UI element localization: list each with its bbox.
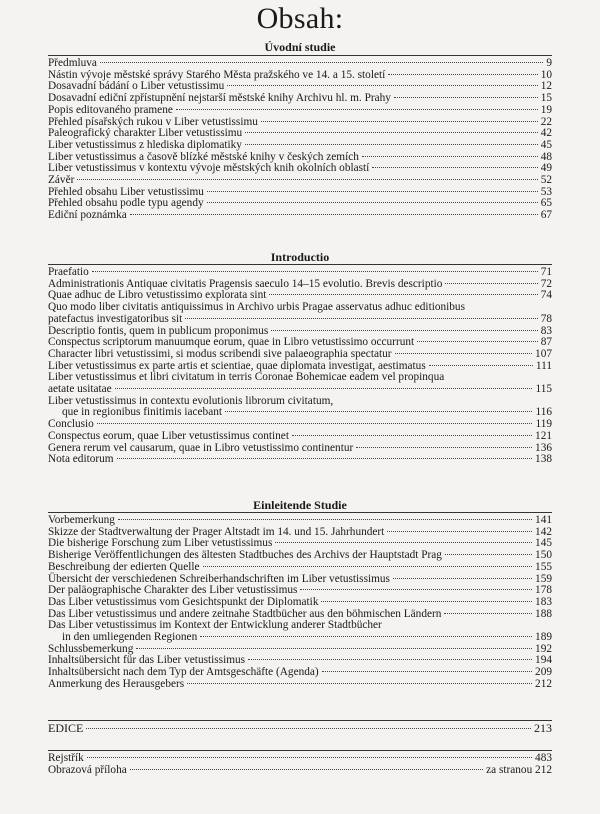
dot-leader — [130, 214, 538, 215]
dot-leader — [388, 74, 537, 75]
page-number: 111 — [535, 359, 552, 372]
dot-leader — [86, 728, 531, 729]
dot-leader — [136, 648, 532, 649]
dot-leader — [322, 671, 532, 672]
entry-title: Der paläographische Charakter des Liber vetustissimus — [48, 584, 298, 597]
toc-entry — [48, 431, 552, 443]
page-number: za stranou 212 — [486, 763, 552, 776]
dot-leader — [372, 167, 537, 168]
entry-title: que in regionibus finitimis iacebant — [62, 406, 223, 419]
page-number: 49 — [540, 162, 552, 175]
dot-leader — [300, 589, 532, 590]
page-number: 12 — [540, 80, 552, 93]
dot-leader — [77, 179, 537, 180]
toc-entry — [48, 407, 552, 419]
entry-title: Das Liber vetustissimus vom Gesichtspunkt der Diplomatik — [48, 595, 319, 608]
dot-leader — [187, 683, 532, 684]
toc-entry — [48, 384, 552, 396]
page-number: 213 — [534, 721, 552, 735]
page-number: 22 — [540, 115, 552, 128]
dot-leader — [395, 353, 533, 354]
page-title: Obsah: — [256, 2, 344, 35]
entry-title: Rejstřík — [48, 752, 84, 764]
dot-leader — [387, 531, 532, 532]
dot-leader — [429, 365, 533, 366]
entry-title: aetate usitatae — [48, 383, 112, 396]
entry-title: Praefatio — [48, 266, 89, 278]
page-number: 115 — [535, 383, 552, 396]
section-heading-introductio: Introductio — [270, 250, 330, 264]
page-number: 53 — [540, 185, 552, 198]
toc-entry — [48, 753, 552, 765]
page-number: 10 — [540, 68, 552, 81]
page-number: 194 — [535, 654, 552, 667]
entry-title: Character libri vetustissimi, si modus scribendi sive palaeographia spectatur — [48, 347, 392, 360]
page-number: 159 — [535, 572, 552, 585]
entry-title: Liber vetustissimus a časově blízké městské knihy v českých zemích — [48, 150, 359, 163]
toc-entry — [48, 267, 552, 279]
page-number: 52 — [540, 174, 552, 187]
entry-title: Přehled obsahu podle typu agendy — [48, 197, 204, 210]
dot-leader — [356, 447, 532, 448]
page-number: 189 — [535, 631, 552, 644]
section-rule — [48, 264, 552, 265]
dot-leader — [225, 411, 532, 412]
page-number: 136 — [535, 441, 552, 454]
dot-leader — [245, 132, 538, 133]
entry-title: Übersicht der verschiedenen Schreiberhandschriften im Liber vetustissimus — [48, 572, 390, 585]
section-rule — [48, 512, 552, 513]
entry-title: Skizze der Stadtverwaltung der Prager Altstadt im 14. und 15. Jahrhundert — [48, 525, 385, 538]
page-number: 483 — [535, 752, 552, 764]
page-number: 107 — [535, 347, 552, 360]
dot-leader — [203, 566, 533, 567]
dot-leader — [444, 613, 532, 614]
dot-leader — [100, 62, 543, 63]
dot-leader — [275, 542, 532, 543]
page-number: 71 — [540, 266, 552, 278]
entry-title: Bisherige Veröffentlichungen des ältesten Stadtbuches des Archivs der Hauptstadt Prag — [48, 549, 442, 562]
entry-title: Conspectus eorum, quae Liber vetustissimus continet — [48, 429, 289, 442]
toc-entry-line: Quo modo liber civitatis antiquissimus in Archivo urbis Pragae asservatus adhuc editionibus — [48, 301, 465, 314]
dot-leader — [292, 435, 532, 436]
dot-leader — [248, 659, 532, 660]
page-number: 87 — [540, 336, 552, 349]
dot-leader — [207, 191, 538, 192]
toc-entry — [48, 454, 552, 466]
page-number: 83 — [540, 324, 552, 337]
page-number: 178 — [535, 584, 552, 597]
entry-title: Ediční poznámka — [48, 209, 127, 222]
entry-title: in den umliegenden Regionen — [62, 631, 198, 644]
toc-entry — [48, 140, 552, 152]
toc-entry — [48, 515, 552, 527]
page-number: 121 — [535, 429, 552, 442]
dot-leader — [200, 636, 532, 637]
dot-leader — [227, 85, 537, 86]
toc-entry — [48, 632, 552, 644]
dot-leader — [393, 578, 532, 579]
page-number: 45 — [540, 138, 552, 151]
toc-entry — [48, 105, 552, 117]
entry-title: Přehled obsahu Liber vetustissimu — [48, 185, 204, 198]
entry-title: Das Liber vetustissimus und andere zeitnahe Stadtbücher aus den böhmischen Ländern — [48, 607, 442, 620]
dot-leader — [118, 519, 532, 520]
page-number: 155 — [535, 560, 552, 573]
page-number: 212 — [535, 677, 552, 690]
entry-title: Anmerkung des Herausgebers — [48, 677, 185, 690]
dot-leader — [271, 330, 537, 331]
section-heading-einleitende: Einleitende Studie — [253, 498, 347, 512]
dot-leader — [185, 318, 537, 319]
toc-entry — [48, 314, 552, 326]
page-number: 116 — [535, 406, 552, 419]
page-number: 188 — [535, 607, 552, 620]
page-number: 78 — [540, 312, 552, 325]
section-rule — [48, 750, 552, 751]
page-number: 142 — [535, 525, 552, 538]
toc-section-back — [48, 750, 552, 776]
dot-leader — [362, 156, 538, 157]
toc-section-introductio — [48, 264, 552, 466]
toc-entry-line: Das Liber vetustissimus im Kontext der Entwicklung anderer Stadtbücher — [48, 619, 382, 632]
entry-title: Nota editorum — [48, 453, 114, 466]
dot-leader — [117, 458, 532, 459]
dot-leader — [394, 97, 538, 98]
toc-entry — [48, 765, 552, 777]
toc-entry-line: Liber vetustissimus in contextu evolutionis librorum civitatum, — [48, 394, 334, 407]
entry-title: Dosavadní bádání o Liber vetustissimu — [48, 80, 225, 93]
entry-title: Paleografický charakter Liber vetustissimu — [48, 127, 243, 140]
page-number: 138 — [535, 453, 552, 466]
section-heading-uvodni: Úvodní studie — [264, 40, 336, 54]
dot-leader — [245, 144, 538, 145]
entry-title: Conspectus scriptorum manuumque eorum, quae in Libro vetustissimo occurrunt — [48, 336, 415, 349]
entry-title: Die bisherige Forschung zum Liber vetustissimus — [48, 537, 273, 550]
page-number: 192 — [535, 642, 552, 655]
entry-title: Vorbemerkung — [48, 514, 115, 526]
dot-leader — [445, 554, 532, 555]
toc-entry — [48, 175, 552, 187]
page-number: 48 — [540, 150, 552, 163]
page-number: 145 — [535, 537, 552, 550]
dot-leader — [130, 769, 483, 770]
page-number: 15 — [540, 92, 552, 105]
page-number: 150 — [535, 549, 552, 562]
page-number: 72 — [540, 277, 552, 290]
dot-leader — [269, 294, 537, 295]
dot-leader — [417, 341, 538, 342]
dot-leader — [445, 283, 537, 284]
entry-title: Popis editovaného pramene — [48, 103, 173, 116]
page-number: 183 — [535, 595, 552, 608]
entry-title: Závěr — [48, 174, 75, 187]
entry-title: EDICE — [48, 721, 84, 735]
entry-title: Přehled písařských rukou v Liber vetustissimu — [48, 115, 258, 128]
toc-entry-edice — [48, 723, 552, 735]
entry-title: Inhaltsübersicht nach dem Typ der Amtsgeschäfte (Agenda) — [48, 666, 319, 679]
toc-section-uvodni — [48, 55, 552, 222]
toc-entry-line: Liber vetustissimus et libri civitatum in terris Coronae Bohemicae eadem vel propinqua — [48, 371, 445, 384]
dot-leader — [207, 202, 538, 203]
page-number: 9 — [546, 57, 552, 69]
dot-leader — [87, 757, 532, 758]
entry-title: Liber vetustissimus v kontextu vývoje městských knih okolních oblastí — [48, 162, 370, 175]
toc-entry — [48, 597, 552, 609]
toc-entry — [48, 210, 552, 222]
entry-title: Genera rerum vel causarum, quae in Libro vetustissimo continentur — [48, 441, 354, 454]
entry-title: Inhaltsübersicht für das Liber vetustissimus — [48, 654, 246, 667]
entry-title: Administrationis Antiquae civitatis Pragensis saeculo 14–15 evolutio. Brevis descriptio — [48, 277, 443, 290]
entry-title: Beschreibung der edierten Quelle — [48, 560, 200, 573]
toc-entry — [48, 58, 552, 70]
dot-leader — [115, 388, 533, 389]
section-rule — [48, 55, 552, 56]
page-number: 67 — [540, 209, 552, 222]
entry-title: Conclusio — [48, 418, 94, 431]
page-number: 65 — [540, 197, 552, 210]
entry-title: Dosavadní ediční zpřístupnění nejstarší městské knihy Archivu hl. m. Prahy — [48, 92, 391, 105]
toc-entry — [48, 163, 552, 175]
page-number: 19 — [540, 103, 552, 116]
dot-leader — [97, 423, 533, 424]
entry-title: Předmluva — [48, 57, 97, 69]
entry-title: Liber vetustissimus ex parte artis et scientiae, quae diplomata investigat, aestimatus — [48, 359, 426, 372]
toc-section-einleitende — [48, 512, 552, 691]
page-number: 141 — [535, 514, 552, 526]
entry-title: Descriptio fontis, quem in publicum proponimus — [48, 324, 269, 337]
dot-leader — [261, 121, 538, 122]
entry-title: patefactus investigatoribus sit — [48, 312, 183, 325]
dot-leader — [176, 109, 538, 110]
page-number: 74 — [540, 289, 552, 302]
entry-title: Quae adhuc de Libro vetustissimo explorata sint — [48, 289, 267, 302]
toc-entry — [48, 562, 552, 574]
dot-leader — [92, 271, 538, 272]
toc-entry — [48, 443, 552, 455]
page-number: 119 — [535, 418, 552, 431]
dot-leader — [321, 601, 532, 602]
toc-entry — [48, 349, 552, 361]
entry-title: Schlussbemerkung — [48, 642, 134, 655]
entry-title: Obrazová příloha — [48, 763, 127, 776]
entry-title: Nástin vývoje městské správy Starého Města pražského ve 14. a 15. století — [48, 68, 386, 81]
page-number: 209 — [535, 666, 552, 679]
toc-section-edice — [48, 720, 552, 735]
toc-entry — [48, 679, 552, 691]
section-rule — [48, 720, 552, 721]
page-number: 42 — [540, 127, 552, 140]
entry-title: Liber vetustissimus z hlediska diplomatiky — [48, 138, 242, 151]
